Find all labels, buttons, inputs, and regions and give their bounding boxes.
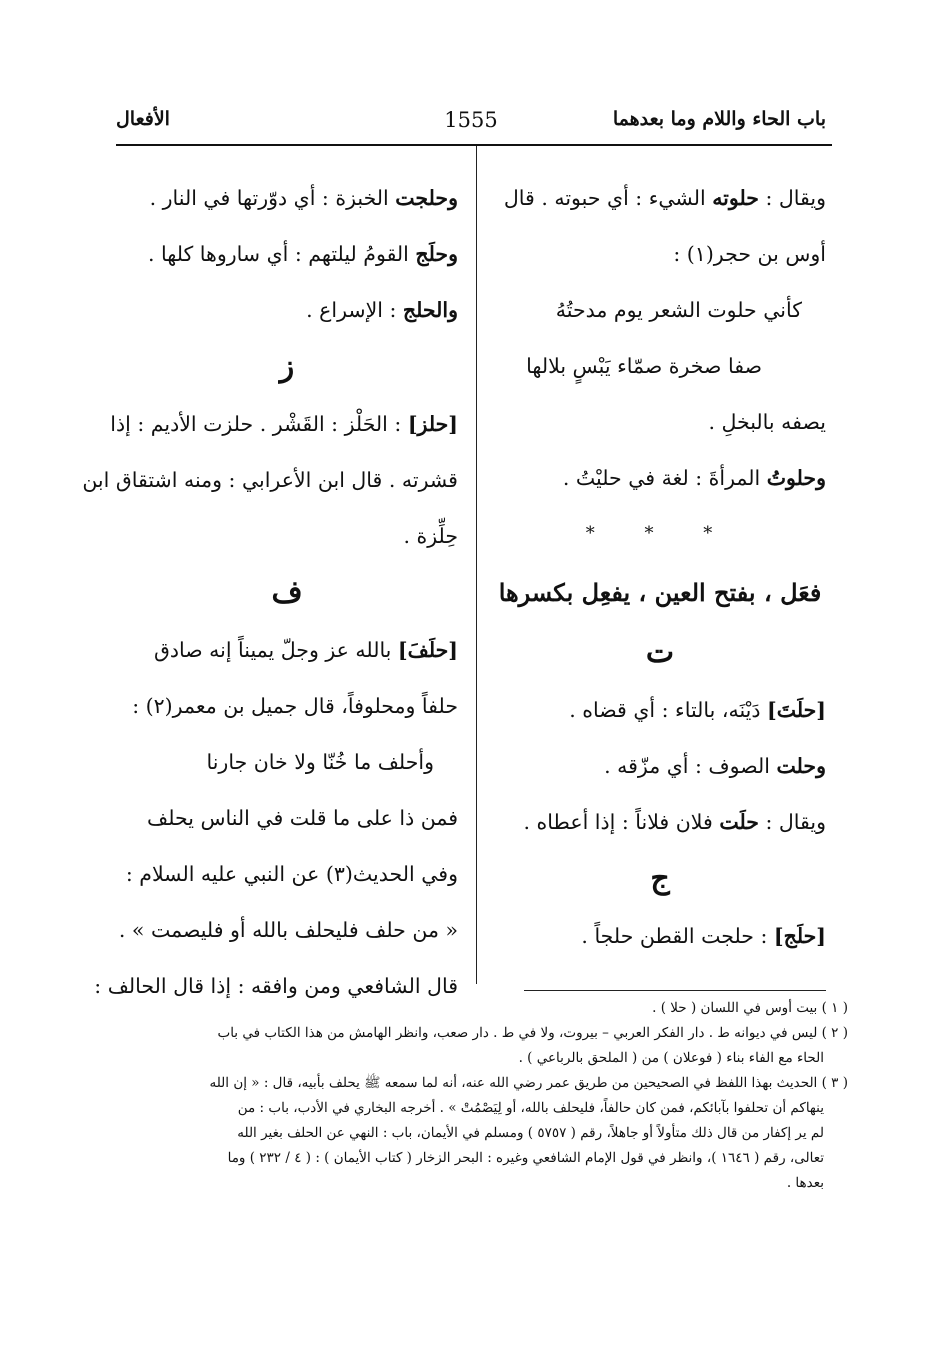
headword: وحلجت <box>395 186 458 210</box>
headword: [حلَتَ] <box>767 698 826 722</box>
headword: وحلت <box>776 754 826 778</box>
entry-line: وحلَج القومُ ليلتهم : أي ساروها كلها . <box>148 242 458 266</box>
entry-line: وحلوتُ المرأةَ : لغة في حليْتُ . <box>562 466 826 490</box>
entry-line: وفي الحديث(٣) عن النبي عليه السلام : <box>125 862 458 886</box>
entry-line: وحلت الصوف : أي مزّقه . <box>604 754 826 778</box>
headword: [حلَج] <box>773 924 826 948</box>
entry-line: يصفه بالبخلِ . <box>708 410 826 434</box>
letter-heading-zay: ز <box>279 349 295 384</box>
entry-line: ويقال : حلَت فلان فلاناً : إذا أعطاه . <box>523 810 826 834</box>
header-rule <box>116 144 832 146</box>
footnotes <box>104 996 848 1196</box>
page-number: 1555 <box>444 108 498 132</box>
entry-line: حِلِّزة . <box>403 524 458 548</box>
section-title: الأفعال <box>116 108 170 130</box>
headword: وحلَج <box>415 242 458 266</box>
footnote-3-cont: لم ير إكفار من قال ذلك متأولاً أو جاهلاً، رقم ( ٥٧٥٧ ) ومسلم في الأيمان، باب : النهي عن الحلف بغير الله <box>237 1125 824 1141</box>
footnote-3-cont: ينهاكم أن تحلفوا بآبائكم، فمن كان حالفاً، فليحلف بالله، أو لِيَصْمُتْ » . أخرجه البخاري في الأدب، باب : من <box>237 1100 824 1116</box>
footnote-2-cont: الحاء مع الفاء بناء ( فوعلان ) من ( الملحق بالرباعي ) . <box>518 1050 824 1066</box>
entry-line: [حلَتَ] دَيْنَه، بالتاء : أي قضاه . <box>569 698 826 722</box>
headword: [حلَفَ] <box>397 638 458 662</box>
column-divider <box>476 146 477 984</box>
entry-line: ويقال : حلوته الشيء : أي حبوته . قال <box>503 186 826 210</box>
entry-line: [حلَفَ] بالله عز وجلّ يميناً إنه صادق <box>153 638 458 662</box>
headword: وحلوتُ <box>766 466 826 490</box>
entry-line: [حلز] : الحَلْز : القَشْر . حلزت الأديم : إذا <box>110 412 458 436</box>
headword: والحلج <box>402 298 458 322</box>
footnote-3-cont: بعدها . <box>786 1175 824 1191</box>
right-column <box>494 170 826 964</box>
footnote-rule <box>524 990 826 991</box>
entry-line: قشرته . قال ابن الأعرابي : ومنه اشتقاق ابن <box>82 468 458 492</box>
footnote-1: ( ١ ) بيت أوس في اللسان ( حلا ) . <box>652 1000 848 1016</box>
chapter-title: باب الحاء واللام وما بعدهما <box>612 108 826 130</box>
entry-line: وحلجت الخبزة : أي دوّرتها في النار . <box>149 186 458 210</box>
letter-heading-ta: ت <box>645 635 675 670</box>
entry-line: [حلَج] : حلجت القطن حلجاً . <box>581 924 826 948</box>
verse-line: وأحلف ما خُنّا ولا خان جارنا <box>206 750 434 774</box>
headword: حلوته <box>712 186 759 210</box>
verse-line: كأني حلوت الشعر يوم مدحتُهُ <box>555 298 802 322</box>
footnote-3-cont: تعالى، رقم ( ١٦٤٦ )، وانظر في قول الإمام الشافعي وغيره : البحر الزخار ( كتاب الأيمان ) : ( ٤ / ٢٣٢ ) وما <box>227 1150 824 1166</box>
running-header <box>116 108 826 142</box>
entry-line: « من حلف فليحلف بالله أو فليصمت » . <box>118 918 458 942</box>
letter-heading-fa: ف <box>271 575 303 610</box>
verse-line: فمن ذا على ما قلت في الناس يحلف <box>147 806 458 830</box>
verb-pattern-heading: فعَل ، بفتح العين ، يفعِل بكسرها <box>498 578 822 607</box>
entry-line: والحلج : الإسراع . <box>306 298 458 322</box>
headword: [حلز] <box>407 412 458 436</box>
footnote-3: ( ٣ ) الحديث بهذا اللفظ في الصحيحين من طريق عمر رضي الله عنه، أنه لما سمعه ﷺ يحلف بأبيه، قال : « إن الله <box>209 1075 848 1091</box>
entry-line: قال الشافعي ومن وافقه : إذا قال الحالف : <box>94 974 458 998</box>
verse-line: صفا صخرة صمّاء يَبْسٍ بلالها <box>526 354 762 378</box>
section-separator: * * * <box>585 523 735 544</box>
headword: حلَت <box>719 810 759 834</box>
footnote-2: ( ٢ ) ليس في ديوانه ط . دار الفكر العربي – بيروت، ولا في ط . دار صعب، وانظر الهامش من هذا الكتاب في باب <box>217 1025 848 1041</box>
left-column <box>82 170 458 1014</box>
letter-heading-jim: ج <box>650 861 670 896</box>
entry-line: أوس بن حجر(١) : <box>673 242 826 266</box>
entry-line: حلفاً ومحلوفاً، قال جميل بن معمر(٢) : <box>132 694 458 718</box>
